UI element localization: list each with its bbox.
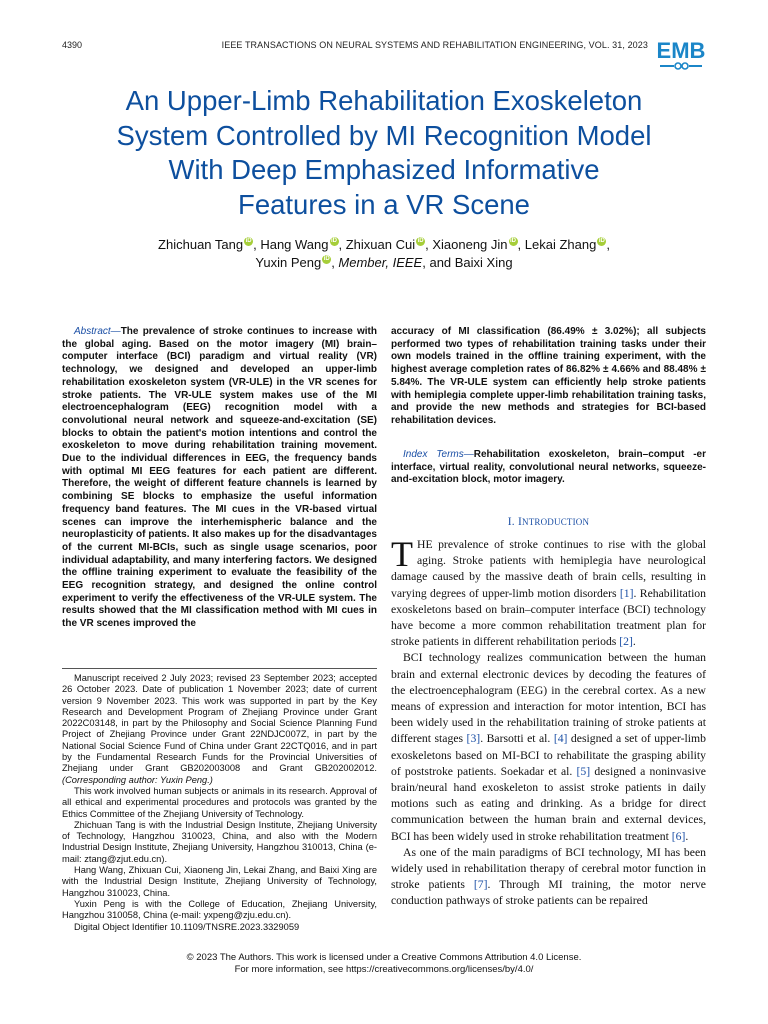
footnote-divider	[62, 668, 377, 669]
abstract-left	[62, 326, 377, 631]
abstract-continued: accuracy of MI classification (86.49% ± 3.02%); all subjects performed two types of rehabilitation training tasks under their own models trained in the offline training experiment, with the highest average completion rates of 86.82% ± 4.66% and 88.48% ± 5.84%. The VR-ULE system can efficiently help stroke patients with hemiplegia complete upper-limb rehabilitation training tasks, and provide the new methods and strategies for BCI-based rehabilitation devices.	[391, 326, 706, 426]
author-name: Yuxin Peng	[255, 255, 322, 270]
abstract-text: The prevalence of stroke continues to increase with the global aging. Based on the motor imagery (MI) brain–computer interface (BCI) paradigm and virtual reality (VR) technology, we designed and developed an upper-limb rehabilitation exoskeleton system (VR-ULE) in the VR scenes for stroke patients. The VR-ULE system makes use of the MI electroencephalogram (EEG) recognition model with a convolutional neural network and squeeze-and-excitation (SE) blocks to obtain the patient's motion intentions and control the exoskeleton to move during rehabilitation training movement. Due to the individual differences in EEG, the frequency bands with optimal MI EEG features for each patient are different. Therefore, the weight of different feature channels is learned by combining SE blocks to emphasize the useful information frequency band features. The MI cues in the VR-based virtual scenes can improve the interhemispheric balance and the neuroplasticity of patients. It also makes up for the disadvantages of the current MI-BCIs, such as single usage scenarios, poor individual adaptability, and many interfering factors. We designed the offline training experiment to evaluate the feasibility of the EEG recognition strategy, and designed the online control experiment to verify the effectiveness of the VR-ULE system. The results showed that the MI classification method with MI cues in the VR scenes improved the	[62, 326, 377, 630]
author-name: Zhichuan Tang	[158, 237, 244, 252]
drop-cap: T	[391, 534, 413, 574]
orcid-icon[interactable]: iD	[331, 238, 337, 244]
paragraph: As one of the main paradigms of BCI technology, MI has been widely used in rehabilitation therapy of cerebral motor function in stroke patients [7]. Through MI training, the motor nerve conduction pathways of stroke patients can be repaired	[391, 845, 706, 908]
corresponding-author: (Corresponding author: Yuxin Peng.)	[62, 774, 213, 785]
author-name: Baixi Xing	[454, 255, 513, 270]
paragraph: THE prevalence of stroke continues to rise with the global aging. Stroke patients with hemiplegia have neurological damage caused by the massive death of brain cells, resulting in varying degrees of upper-limb motion disorders [1]. Rehabilitation exoskeletons based on brain–computer interface (BCI) technology have become a more common rehabilitation treatment plan for stroke patients in different rehabilitation periods [2].	[391, 534, 706, 649]
abstract-right	[391, 326, 706, 428]
footnote-affiliation: Yuxin Peng is with the College of Education, Zhejiang University, Hangzhou 310058, China (e-mail: yxpeng@zju.edu.cn).	[62, 898, 377, 921]
author-name: Xiaoneng Jin	[432, 237, 508, 252]
title-line: With Deep Emphasized Informative	[168, 154, 600, 185]
index-terms	[391, 449, 706, 487]
running-header	[62, 40, 648, 54]
citation-link[interactable]: [2]	[619, 635, 633, 649]
citation-link[interactable]: [1]	[619, 586, 634, 600]
footnote-affiliation: Hang Wang, Zhixuan Cui, Xiaoneng Jin, Lekai Zhang, and Baixi Xing are with the Industrial Design Institute, Zhejiang University of Technology, Hangzhou 310023, China.	[62, 865, 377, 898]
page-number: 4390	[62, 40, 83, 50]
journal-name: IEEE TRANSACTIONS ON NEURAL SYSTEMS AND REHABILITATION ENGINEERING, VOL. 31, 2023	[221, 40, 648, 50]
paragraph: BCI technology realizes communication between the human brain and external electronic devices by decoding the features of the electroencephalogram (EEG) in the cerebral cortex. As a new means of expression and interaction for motor intention, BCI has been widely used in the rehabilitation training of stroke patients at different stages [3]. Barsotti et al. [4] designed a set of upper-limb exoskeletons based on MI-BCI to rehabilitate the grasping ability of poststroke patients. Soekadar et al. [5] designed a noninvasive brain/neural hand exoskeleton to assist stroke patients in daily motions such as eating and drinking. As a bridge for direct communication between the human brain and external devices, BCI has been widely used in stroke rehabilitation treatment [6].	[391, 651, 706, 843]
embs-logo	[656, 36, 706, 74]
citation-link[interactable]: [6]	[671, 829, 686, 843]
section-heading: I. INTRODUCTION	[507, 516, 590, 528]
title-line: An Upper-Limb Rehabilitation Exoskeleton	[125, 85, 643, 116]
abstract-label: Abstract—	[74, 326, 121, 337]
license-line: © 2023 The Authors. This work is licensed under a Creative Commons Attribution 4.0 License.	[186, 952, 582, 963]
license-link[interactable]: For more information, see https://creativecommons.org/licenses/by/4.0/	[234, 964, 534, 975]
orcid-icon[interactable]: iD	[245, 238, 252, 244]
index-terms-text: Rehabilitation exoskeleton, brain–comput -er interface, virtual reality, convolutional neural networks, squeeze-and-excitation block, motor imagery.	[391, 449, 707, 486]
orcid-icon[interactable]: iD	[598, 238, 605, 244]
author-name: Lekai Zhang	[524, 237, 597, 252]
paper-title	[80, 84, 688, 222]
title-line: Features in a VR Scene	[238, 188, 530, 220]
footnotes	[62, 673, 377, 933]
footnote-manuscript: Manuscript received 2 July 2023; revised 23 September 2023; accepted 26 October 2023. Date of publication 1 November 2023; date of current version 9 November 2023. This work was supported in part by the Key Research and Development Program of Zhejiang Province under Grant 2022C03148, in part by the Philosophy and Social Science Planning Fund Project of Zhejiang Province under Grant 22NDJC007Z, in part by the National Social Science Fund of China under Grant 22CTQ016, and in part by the Fundamental Research Funds for the Provincial Universities of Zhejiang under Grant GB202003008 and Grant GB202002012. (Corresponding author: Yuxin Peng.)	[62, 673, 377, 785]
footnote-doi: Digital Object Identifier 10.1109/TNSRE.2023.3329059	[74, 921, 300, 932]
orcid-icon[interactable]: iD	[510, 238, 517, 244]
index-terms-label: Index Terms—	[403, 449, 474, 460]
citation-link[interactable]: [4]	[553, 732, 568, 746]
footnote-affiliation: Zhichuan Tang is with the Industrial Design Institute, Zhejiang University of Technology, Hangzhou 310023, China, and also with the Modern Industrial Design Institute, Zhejiang University, Hangzhou 310013, China (e-mail: ztang@zjut.edu.cn).	[62, 819, 377, 864]
citation-link[interactable]: [7]	[473, 878, 488, 892]
footnote-ethics: This work involved human subjects or animals in its research. Approval of all ethical and experimental procedures and protocols was granted by the Ethics Committee of the Zhejiang University of Technology.	[62, 785, 377, 819]
title-line: System Controlled by MI Recognition Model	[116, 119, 652, 151]
logo-text: EMB	[656, 38, 706, 63]
orcid-icon[interactable]: iD	[323, 256, 330, 262]
author-name: Hang Wang	[260, 237, 329, 252]
citation-link[interactable]: [3]	[466, 732, 481, 746]
author-list: Zhichuan Tang iD , Hang Wang iD , Zhixuan Cui iD , Xiaoneng Jin iD , Lekai Zhang iD , Yuxin Peng iD , Member, IEEE, and Baixi Xing	[158, 237, 610, 270]
citation-link[interactable]: [5]	[576, 764, 591, 778]
introduction-body	[391, 534, 706, 910]
author-name: Zhixuan Cui	[345, 237, 416, 252]
member-grade: Member, IEEE	[338, 255, 423, 270]
orcid-icon[interactable]: iD	[417, 238, 424, 244]
license-notice	[62, 952, 706, 976]
